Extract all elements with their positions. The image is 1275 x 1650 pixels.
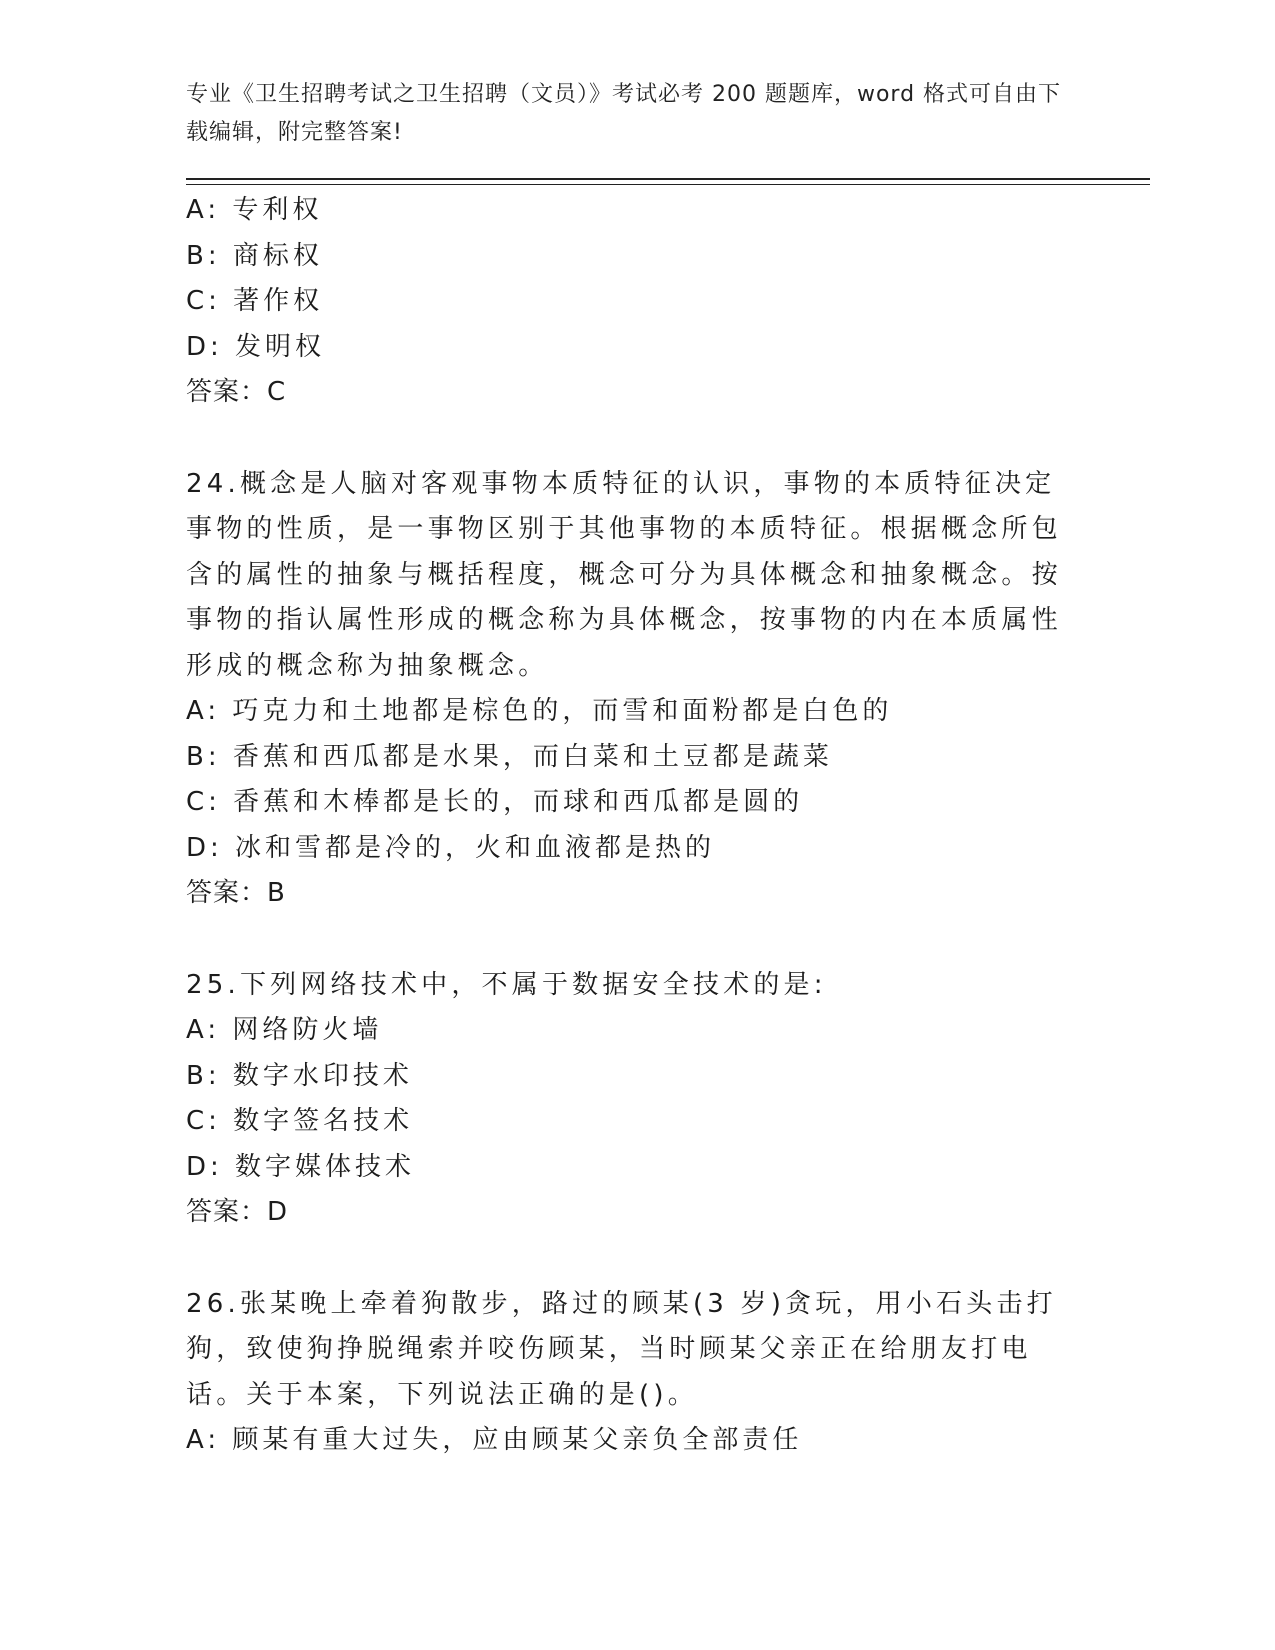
option-c: C: 著作权 [186, 286, 324, 316]
spacer [186, 917, 1086, 963]
option-a: A: 巧克力和土地都是棕色的，而雪和面粉都是白色的 [186, 696, 893, 726]
option-d: D: 发明权 [186, 331, 326, 362]
answer-line: 答案：B [186, 878, 286, 908]
answer-line: 答案：D [186, 1197, 289, 1227]
option-d: D: 冰和雪都是冷的，火和血液都是热的 [186, 832, 716, 863]
question-stem: 24.概念是人脑对客观事物本质特征的认识，事物的本质特征决定事物的性质，是一事物区别于其他事物的本质特征。根据概念所包含的属性的抽象与概括程度，概念可分为具体概念和抽象概念。按事物的指认属性形成的概念称为具体概念，按事物的内在本质属性形成的概念称为抽象概念。 [186, 468, 1062, 681]
option-b: B: 香蕉和西瓜都是水果，而白菜和土豆都是蔬菜 [186, 741, 833, 772]
option-a: A: 专利权 [186, 195, 323, 225]
option-a: A: 网络防火墙 [186, 1015, 383, 1045]
question-24 [186, 462, 1086, 917]
spacer [186, 416, 1086, 462]
header-divider-thick [186, 178, 1150, 180]
question-stem: 25.下列网络技术中，不属于数据安全技术的是: [186, 969, 827, 1000]
option-d: D: 数字媒体技术 [186, 1151, 416, 1182]
document-header: 专业《卫生招聘考试之卫生招聘（文员）》考试必考 200 题题库，word 格式可自由下载编辑，附完整答案! [186, 82, 1062, 145]
question-content [186, 188, 1086, 1464]
option-b: B: 商标权 [186, 240, 323, 271]
question-26 [186, 1282, 1086, 1464]
question-stem: 26.张某晚上牵着狗散步，路过的顾某(3 岁)贪玩，用小石头击打狗，致使狗挣脱绳索并咬伤顾某，当时顾某父亲正在给朋友打电话。关于本案，下列说法正确的是()。 [186, 1288, 1057, 1410]
option-a: A: 顾某有重大过失，应由顾某父亲负全部责任 [186, 1425, 803, 1455]
spacer [186, 1236, 1086, 1282]
option-c: C: 香蕉和木棒都是长的，而球和西瓜都是圆的 [186, 787, 804, 817]
header-divider-thin [186, 184, 1150, 185]
answer-line: 答案：C [186, 377, 287, 407]
question-25 [186, 963, 1086, 1236]
option-b: B: 数字水印技术 [186, 1060, 413, 1091]
option-c: C: 数字签名技术 [186, 1106, 414, 1136]
question-23-tail [186, 188, 1086, 416]
